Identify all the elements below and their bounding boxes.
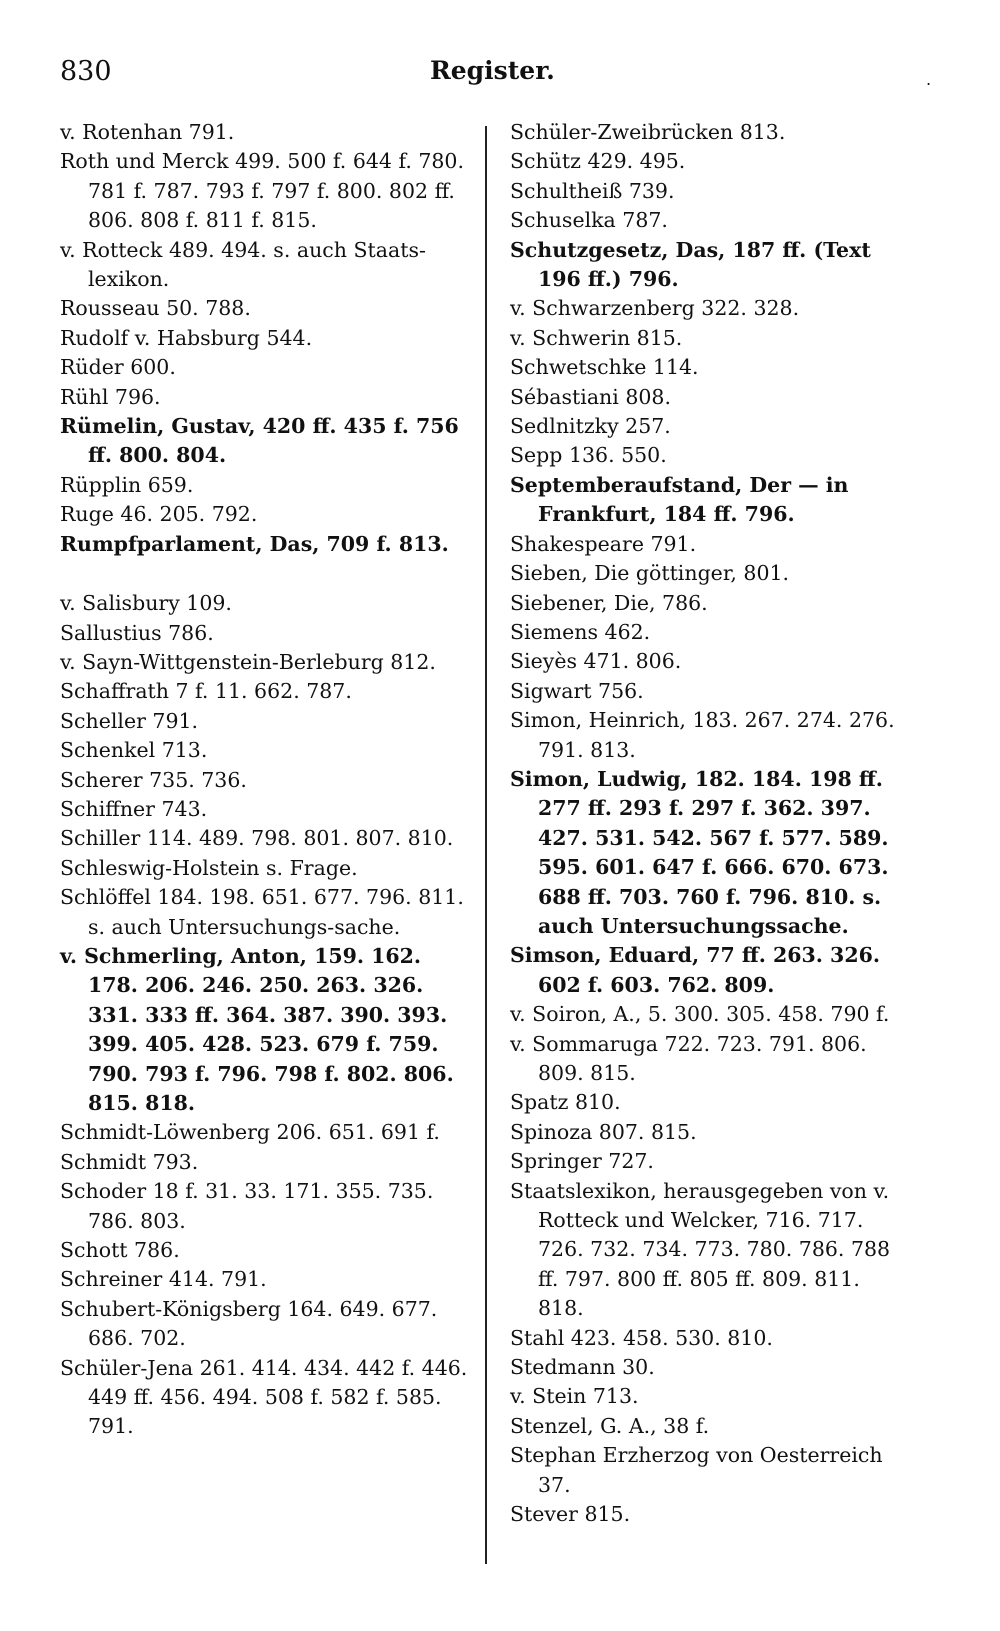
index-entry: v. Rotteck 489. 494. s. auch Staats-lexikon. xyxy=(60,237,426,292)
index-entry: Scheller 791. xyxy=(60,708,199,733)
index-entry: Schlöffel 184. 198. 651. 677. 796. 811. s. auch Untersuchungs-sache. xyxy=(60,885,464,939)
index-section-gap xyxy=(60,559,470,589)
index-entry: v. Stein 713. xyxy=(510,1384,639,1409)
index-entry: Schott 786. xyxy=(60,1238,180,1263)
index-entry: Scherer 735. 736. xyxy=(60,767,247,792)
column-divider xyxy=(485,126,487,1564)
index-column-left xyxy=(60,118,470,1442)
index-entry: Schmidt 793. xyxy=(60,1149,199,1174)
index-entry: Schenkel 713. xyxy=(60,738,208,763)
index-entry: Spinoza 807. 815. xyxy=(510,1119,697,1144)
index-entry: v. Schwerin 815. xyxy=(510,325,683,350)
index-entry: Simon, Heinrich, 183. 267. 274. 276. 791. 813. xyxy=(510,708,895,762)
index-entry: Sepp 136. 550. xyxy=(510,443,667,468)
index-entry: Schiffner 743. xyxy=(60,796,208,821)
index-column-right xyxy=(510,118,895,1530)
index-entry: v. Sayn-Wittgenstein-Berleburg 812. xyxy=(60,649,436,674)
index-entry: Schultheiß 739. xyxy=(510,178,675,203)
index-entry: Schaffrath 7 f. 11. 662. 787. xyxy=(60,679,352,704)
index-entry: Ruge 46. 205. 792. xyxy=(60,502,258,527)
index-entry: Staatslexikon, herausgegeben von v. Rotteck und Welcker, 716. 717. 726. 732. 734. 773. 780. 786. 788 ff. 797. 800 ff. 805 ff. 809. 811. 818. xyxy=(510,1178,891,1321)
index-entry: Sébastiani 808. xyxy=(510,384,671,409)
index-entry: Schüler-Zweibrücken 813. xyxy=(510,120,786,144)
index-entry: v. Schmerling, Anton, 159. 162. 178. 206. 246. 250. 263. 326. 331. 333 ff. 364. 387. 390. 393. 399. 405. 428. 523. 679 f. 759. 790. 793 f. 796. 798 f. 802. 806. 815. 818. xyxy=(60,943,454,1115)
index-entry: Roth und Merck 499. 500 f. 644 f. 780. 781 f. 787. 793 f. 797 f. 800. 802 ff. 806. 808 f. 811 f. 815. xyxy=(60,149,464,233)
index-entry: Schüler-Jena 261. 414. 434. 442 f. 446. 449 ff. 456. 494. 508 f. 582 f. 585. 791. xyxy=(60,1355,468,1439)
index-entry: Schuselka 787. xyxy=(510,208,668,233)
page-number: 830 xyxy=(60,56,112,87)
index-entry: Siebener, Die, 786. xyxy=(510,590,708,615)
index-entry: Spatz 810. xyxy=(510,1090,621,1115)
index-entry: Siemens 462. xyxy=(510,619,651,644)
index-entry: Schwetschke 114. xyxy=(510,355,699,380)
index-entry: Shakespeare 791. xyxy=(510,531,697,556)
index-entry: Stever 815. xyxy=(510,1502,631,1527)
corner-mark: . xyxy=(926,70,932,89)
index-entry: Septemberaufstand, Der — in Frankfurt, 184 ff. 796. xyxy=(510,472,849,527)
index-entry: Rühl 796. xyxy=(60,384,161,409)
index-entry: Simon, Ludwig, 182. 184. 198 ff. 277 ff. 293 f. 297 f. 362. 397. 427. 531. 542. 567 f. 577. 589. 595. 601. 647 f. 666. 670. 673. 688 ff. 703. 760 f. 796. 810. s. auch Untersuchungssache. xyxy=(510,766,889,938)
index-entry: v. Sommaruga 722. 723. 791. 806. 809. 815. xyxy=(510,1031,867,1085)
index-entry: Sedlnitzky 257. xyxy=(510,414,671,439)
index-entry: Simson, Eduard, 77 ff. 263. 326. 602 f. 603. 762. 809. xyxy=(510,943,880,997)
running-head: Register. xyxy=(430,56,555,85)
index-entry: Stahl 423. 458. 530. 810. xyxy=(510,1325,773,1350)
index-entry: Schmidt-Löwenberg 206. 651. 691 f. xyxy=(60,1120,440,1145)
index-entry: v. Salisbury 109. xyxy=(60,591,232,616)
index-entry: Rümelin, Gustav, 420 ff. 435 f. 756 ff. 800. 804. xyxy=(60,414,459,468)
index-entry: Rousseau 50. 788. xyxy=(60,296,251,321)
index-entry: Schleswig-Holstein s. Frage. xyxy=(60,855,358,880)
index-entry: Sallustius 786. xyxy=(60,620,214,645)
index-entry: Rüpplin 659. xyxy=(60,472,194,497)
index-entry: Rüder 600. xyxy=(60,355,176,380)
index-entry: Rudolf v. Habsburg 544. xyxy=(60,325,313,350)
index-entry: Schreiner 414. 791. xyxy=(60,1267,267,1292)
index-entry: Schubert-Königsberg 164. 649. 677. 686. 702. xyxy=(60,1296,438,1351)
index-entry: Rumpfparlament, Das, 709 f. 813. xyxy=(60,531,449,556)
index-entry: v. Schwarzenberg 322. 328. xyxy=(510,296,800,321)
index-entry: Schoder 18 f. 31. 33. 171. 355. 735. 786. 803. xyxy=(60,1179,434,1233)
index-entry: Sieyès 471. 806. xyxy=(510,649,682,674)
index-entry: v. Soiron, A., 5. 300. 305. 458. 790 f. xyxy=(510,1002,890,1027)
index-entry: Stephan Erzherzog von Oesterreich 37. xyxy=(510,1443,883,1497)
index-entry: Schütz 429. 495. xyxy=(510,149,686,174)
index-entry: Schiller 114. 489. 798. 801. 807. 810. xyxy=(60,826,454,851)
index-entry: Schutzgesetz, Das, 187 ff. (Text 196 ff.) 796. xyxy=(510,237,871,292)
index-entry: v. Rotenhan 791. xyxy=(60,120,235,144)
index-entry: Sieben, Die göttinger, 801. xyxy=(510,561,790,586)
index-entry: Stedmann 30. xyxy=(510,1355,655,1380)
index-entry: Stenzel, G. A., 38 f. xyxy=(510,1413,710,1438)
index-entry: Sigwart 756. xyxy=(510,678,644,703)
index-entry: Springer 727. xyxy=(510,1149,654,1174)
